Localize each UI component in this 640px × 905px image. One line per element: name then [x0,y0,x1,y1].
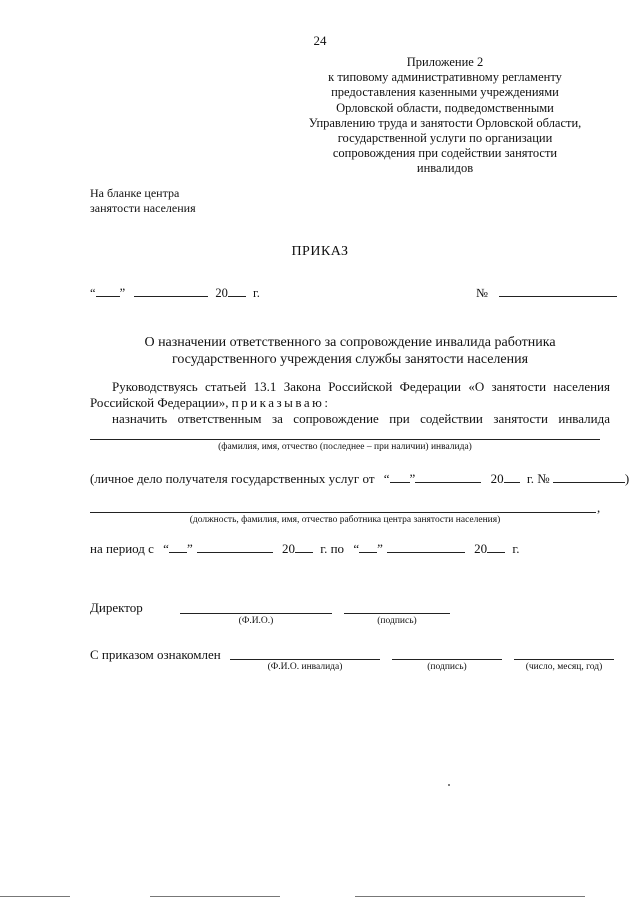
body-line-2-prefix: Российской Федерации», [90,395,229,410]
period-month-blank-2 [387,542,465,553]
period-year-1: 20 [281,541,295,556]
year-suffix: г. [253,286,260,300]
letterhead-note [90,186,196,216]
case-year-blank [504,472,520,483]
acquainted-date-caption: (число, месяц, год) [525,662,603,672]
case-year: 20 [490,471,504,486]
case-line [90,471,629,487]
heading-line: О назначении ответственного за сопровождение инвалида работника [144,335,556,350]
body-line-3: назначить ответственным за сопровождение при содействии занятости инвалида [112,411,610,426]
scan-speck [448,784,450,786]
case-number-blank [553,472,625,483]
open-quote: “ [90,286,96,300]
appendix-line: государственной услуги по организации [337,131,553,146]
appendix-line: Орловской области, подведомственными [336,100,554,115]
period-day-blank [169,542,187,553]
invalid-fio-blank [230,659,380,660]
scan-artifact-line [0,896,70,897]
heading-line: государственного учреждения службы занятости населения [171,352,529,367]
appendix-line: Приложение 2 [406,55,484,69]
period-month-blank [197,542,273,553]
order-heading [90,334,610,368]
period-prefix: на период с [90,541,154,556]
director-fio-caption: (Ф.И.О.) [238,616,274,626]
period-day-blank-2 [359,542,377,553]
period-year-blank-1 [295,542,313,553]
trailing-comma: , [597,500,601,515]
body-line-2 [90,395,330,411]
month-blank [134,286,208,297]
director-signature-caption: (подпись) [377,616,417,626]
open-quote: “ [383,471,390,486]
close-quote: ” [409,471,416,486]
appendix-line: к типовому административному регламенту [328,70,562,85]
scan-artifact-line [355,896,585,897]
close-quote: ” [377,541,383,556]
close-quote: ” [186,541,193,556]
page-number: 24 [313,33,327,48]
invalid-signature-blank [392,659,502,660]
director-fio-blank [180,613,332,614]
period-year-2: 20 [474,541,488,556]
invalid-signature-caption: (подпись) [427,662,467,672]
number-blank [499,286,617,297]
case-month-blank [415,472,481,483]
appendix-line: предоставления казенными учреждениями [331,85,559,100]
period-year-blank-2 [487,542,505,553]
year-blank [228,286,246,297]
number-sign: № [476,286,488,300]
appendix-line: инвалидов [416,161,474,176]
invalid-name-blank [90,439,600,440]
appendix-line: сопровождения при содействии занятости [332,146,558,161]
acquainted-label: С приказом ознакомлен [90,647,221,662]
close-paren: ) [624,471,630,486]
appendix-block [300,55,590,177]
director-signature-blank [344,613,450,614]
employee-caption: (должность, фамилия, имя, отчество работника центра занятости населения) [189,515,501,525]
close-quote: ” [119,286,126,300]
open-quote: “ [353,541,360,556]
invalid-name-caption: (фамилия, имя, отчество (последнее – при наличии) инвалида) [218,442,472,452]
case-day-blank [390,472,410,483]
order-word: приказываю: [231,395,331,410]
director-label: Директор [90,600,143,615]
year-prefix: 20 [215,286,228,300]
document-title: ПРИКАЗ [291,244,349,259]
open-quote: “ [163,541,169,556]
invalid-fio-caption: (Ф.И.О. инвалида) [267,662,343,672]
case-prefix: (личное дело получателя государственных услуг от [90,471,375,486]
order-number-line [476,286,617,301]
day-blank [96,286,120,297]
case-suffix: г. № [526,471,550,486]
employee-blank [90,512,596,513]
period-to: г. по [320,541,345,556]
order-date-line [90,286,260,301]
period-suffix: г. [512,541,520,556]
body-line-1: Руководствуясь статьей 13.1 Закона Российской Федерации «О занятости населения [112,379,610,394]
letterhead-line: На бланке центра [90,186,180,200]
scan-artifact-line [150,896,280,897]
acquainted-date-blank [514,659,614,660]
period-line [90,541,520,557]
appendix-line: Управлению труда и занятости Орловской области, [308,115,582,130]
letterhead-line: занятости населения [90,201,196,215]
